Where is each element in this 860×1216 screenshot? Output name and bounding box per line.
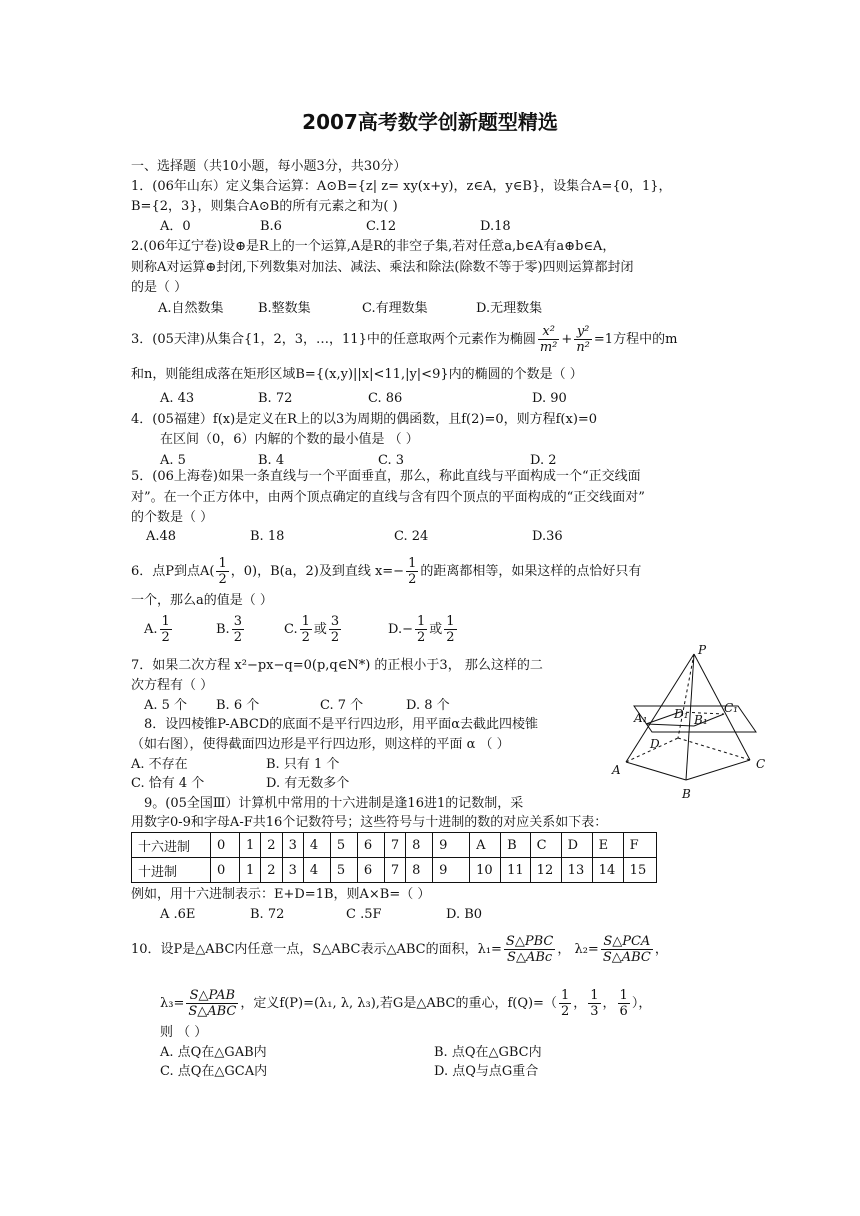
q9-stem-line3: 例如，用十六进制表示：E+D=1B，则A×B=（ ） xyxy=(131,887,431,902)
q7-option-b: B. 6 个 xyxy=(216,698,260,713)
q6-c1-den: 2 xyxy=(301,630,310,645)
q10-option-d: D. 点Q与点G重合 xyxy=(434,1064,539,1079)
q6-frac-den: 2 xyxy=(218,572,227,587)
label-b1: B₁ xyxy=(694,713,708,727)
table-cell: 1 xyxy=(240,833,261,858)
table-cell: 9 xyxy=(433,833,470,858)
table-cell: 12 xyxy=(530,858,561,883)
q6-a-den: 2 xyxy=(161,630,170,645)
q10-text-2: ，定义f(P)=(λ₁, λ, λ₃),若G是△ABC的重心，f(Q)=（ xyxy=(240,996,557,1011)
q1-option-c: C.12 xyxy=(366,219,397,234)
q9-option-b: B. 72 xyxy=(250,907,285,922)
q6-text-3: 的距离都相等，如果这样的点恰好只有 xyxy=(420,564,642,579)
q4-option-b: B. 4 xyxy=(258,453,285,468)
q10-stem-line3: 则 （ ） xyxy=(160,1025,208,1040)
q6-option-b-label: B. xyxy=(216,622,230,637)
table-row xyxy=(132,858,657,883)
q10-s-abc-1: S△ABc xyxy=(507,950,553,965)
table-cell: 6 xyxy=(357,833,384,858)
q6-option-d-frac1 xyxy=(415,614,427,645)
q1-stem-line1: 1．(06年山东）定义集合运算：A⊙B={z| z= xy(x+y)，z∈A，y∈B}，设集合A={0，1}， xyxy=(131,179,672,194)
q9-stem-line1: 9。(05全国Ⅲ）计算机中常用的十六进制是逢16进1的记数制，采 xyxy=(144,796,524,811)
q6-b-num: 3 xyxy=(233,614,242,629)
q1-option-d: D.18 xyxy=(480,219,511,234)
q3-option-b: B. 72 xyxy=(258,391,293,406)
table-cell: F xyxy=(623,833,656,858)
table-cell: 8 xyxy=(406,833,433,858)
q10-s-pbc: S△PBC xyxy=(505,934,554,949)
table-cell: 十六进制 xyxy=(132,833,211,858)
q3-fraction-x xyxy=(538,324,560,355)
q6-b-den: 2 xyxy=(233,630,242,645)
label-p: P xyxy=(698,643,707,657)
q10-s-pab: S△PAB xyxy=(186,988,238,1004)
q6-fraction-half-a xyxy=(216,556,228,587)
q3-option-c: C. 86 xyxy=(368,391,403,406)
q2-stem-line3: 的是（ ） xyxy=(131,280,188,295)
q6-c1-num: 1 xyxy=(301,614,310,629)
page-title: 2007高考数学创新题型精选 xyxy=(302,110,558,134)
label-a: A xyxy=(612,763,621,777)
q6-d1-den: 2 xyxy=(416,630,426,645)
q3-option-a: A. 43 xyxy=(160,391,195,406)
q3-x2: x² xyxy=(538,324,560,340)
q2-option-d: D.无理数集 xyxy=(476,301,543,316)
q10-fs-num: 1 xyxy=(619,988,628,1003)
q2-stem-line2: 则称A对运算⊕封闭,下列数集对加法、减法、乘法和除法(除数不等于零)四则运算都封闭 xyxy=(131,260,634,275)
table-cell: 3 xyxy=(282,858,303,883)
q6-d2-den: 2 xyxy=(446,630,455,645)
q10-frac-sixth xyxy=(618,988,630,1019)
table-cell: 8 xyxy=(406,858,433,883)
label-b: B xyxy=(682,787,691,801)
table-cell: 13 xyxy=(561,858,592,883)
table-cell: 5 xyxy=(330,858,357,883)
q10-s-pca: S△PCA xyxy=(601,934,653,950)
q6-stem-line2: 一个，那么a的值是（ ） xyxy=(131,593,273,608)
q9-option-c: C .5F xyxy=(346,907,382,922)
table-cell: 11 xyxy=(501,858,531,883)
q6-option-c-frac2 xyxy=(329,614,341,645)
q10-option-c: C. 点Q在△GCA内 xyxy=(160,1064,268,1079)
label-c1: C₁ xyxy=(724,701,738,715)
q10-ft-den: 3 xyxy=(590,1004,599,1019)
q10-text-1: 10．设P是△ABC内任意一点，S△ABC表示△ABC的面积，λ₁= xyxy=(131,942,502,957)
q10-text-3: ）， xyxy=(631,996,652,1011)
q9-option-d: D. B0 xyxy=(446,907,483,922)
q3-fraction-y xyxy=(574,324,592,355)
q9-option-a: A .6E xyxy=(160,907,196,922)
table-cell: 9 xyxy=(433,858,470,883)
label-a1: A₁ xyxy=(634,711,648,725)
table-cell: 0 xyxy=(211,833,240,858)
q10-lambda2-frac xyxy=(601,934,653,965)
table-cell: C xyxy=(530,833,561,858)
q3-stem-line2: 和n，则能组成落在矩形区域B={(x,y)||x|<11,|y|<9}内的椭圆的个数是（ ） xyxy=(131,367,583,382)
q3-plus: + xyxy=(561,332,573,347)
q3-option-d: D. 90 xyxy=(532,391,567,406)
hex-decimal-table xyxy=(131,832,657,883)
q5-option-c: C. 24 xyxy=(394,529,429,544)
q8-option-a: A. 不存在 xyxy=(131,757,188,772)
table-cell: 14 xyxy=(592,858,623,883)
q6-c2-den: 2 xyxy=(330,630,340,645)
q10-option-a: A. 点Q在△GAB内 xyxy=(160,1045,267,1060)
label-d: D xyxy=(650,737,660,751)
q8-stem-line1: 8．设四棱锥P-ABCD的底面不是平行四边形，用平面α去截此四棱锥 xyxy=(144,717,539,732)
q6-option-a xyxy=(144,614,174,645)
q4-stem-line1: 4．(05福建）f(x)是定义在R上的以3为周期的偶函数，且f(2)=0，则方程f(x)=0 xyxy=(131,412,598,427)
table-cell: 6 xyxy=(357,858,384,883)
q10-frac-third xyxy=(588,988,600,1019)
section-heading: 一、选择题（共10小题，每小题3分，共30分） xyxy=(131,159,407,174)
q8-stem-line2: （如右图），使得截面四边形是平行四边形，则这样的平面 α （ ） xyxy=(131,737,510,752)
q10-comma: ， xyxy=(654,942,668,957)
q6-option-c xyxy=(284,614,343,645)
table-cell: 3 xyxy=(282,833,303,858)
q2-option-a: A.自然数集 xyxy=(158,301,224,316)
table-cell: 4 xyxy=(303,858,330,883)
q6-fraction-half-line xyxy=(406,556,418,587)
q7-option-c: C. 7 个 xyxy=(320,698,364,713)
q2-option-b: B.整数集 xyxy=(258,301,311,316)
q2-stem-line1: 2.(06年辽宁卷)设⊕是R上的一个运算,A是R的非空子集,若对任意a,b∈A有a⊕b∈A， xyxy=(131,239,616,254)
q2-option-c: C.有理数集 xyxy=(362,301,428,316)
q6-d1-num: 1 xyxy=(416,614,426,629)
q10-stem-line1 xyxy=(131,934,668,965)
table-cell: 0 xyxy=(211,858,240,883)
q10-lambda3-label: λ₃= xyxy=(160,996,185,1011)
table-cell: A xyxy=(470,833,501,858)
table-cell: B xyxy=(501,833,531,858)
q10-stem-line2: λ₃= $\frac{\text{S△PAB}}{\text{S△ABC}}$ ，定义f(P)=(λ₁, λ, λ₃),若G是△ABC的重心，f(Q)=（ $\frac{1}{2}$ ， $\frac{1}{3}$ ， $\frac{1}{6}$ ）， xyxy=(160,988,652,1019)
table-cell: 7 xyxy=(384,858,405,883)
q5-option-d: D.36 xyxy=(532,529,563,544)
q7-stem-line2: 次方程有（ ） xyxy=(131,678,214,693)
q10-fs-den: 6 xyxy=(619,1004,628,1019)
q5-stem-line2: 对”。在一个正方体中，由两个顶点确定的直线与含有四个顶点的平面构成的“正交线面对” xyxy=(131,490,645,505)
q3-stem-tail: =1方程中的m xyxy=(593,332,678,347)
q1-option-b: B.6 xyxy=(260,219,282,234)
q10-ft-num: 1 xyxy=(590,988,599,1003)
q5-option-a: A.48 xyxy=(146,529,177,544)
table-cell: 4 xyxy=(303,833,330,858)
table-row xyxy=(132,833,657,858)
q6-option-a-frac xyxy=(160,614,172,645)
q6-option-d-frac2 xyxy=(444,614,456,645)
q6-d2-num: 1 xyxy=(446,614,455,629)
q10-fh-num: 1 xyxy=(560,988,570,1003)
table-cell: 2 xyxy=(261,833,282,858)
table-cell: 2 xyxy=(261,858,282,883)
table-cell: 7 xyxy=(384,833,405,858)
q5-option-b: B. 18 xyxy=(250,529,285,544)
q6-stem-line1 xyxy=(131,556,641,587)
q5-stem-line3: 的个数是（ ） xyxy=(131,510,214,525)
q6-text-1: 6．点P到点A( xyxy=(131,564,215,579)
q8-option-d: D. 有无数多个 xyxy=(266,776,350,791)
q7-option-a: A. 5 个 xyxy=(144,698,188,713)
q6-option-c-label: C. xyxy=(284,622,298,637)
table-cell: D xyxy=(561,833,592,858)
q8-option-b: B. 只有 1 个 xyxy=(266,757,340,772)
q4-option-c: C. 3 xyxy=(378,453,405,468)
q6-frac-num-2: 1 xyxy=(408,556,417,571)
q4-stem-line2: 在区间（0，6）内解的个数的最小值是 （ ） xyxy=(160,432,419,447)
table-cell: 十进制 xyxy=(132,858,211,883)
q8-option-c: C. 恰有 4 个 xyxy=(131,776,205,791)
q3-y2: y² xyxy=(574,324,592,340)
q10-s-abc-3: S△ABC xyxy=(188,1004,237,1019)
q5-stem-line1: 5．(06上海卷)如果一条直线与一个平面垂直，那么，称此直线与平面构成一个“正交线面 xyxy=(131,469,641,484)
table-cell: 5 xyxy=(330,833,357,858)
q10-s-abc-2: S△ABC xyxy=(602,950,651,965)
q6-option-b-frac xyxy=(232,614,244,645)
table-cell: 15 xyxy=(623,858,656,883)
q6-option-c-frac1 xyxy=(300,614,312,645)
q6-text-2: ，0)，B(a，2)及到直线 x=− xyxy=(230,564,405,579)
label-d1: D₁ xyxy=(674,707,689,721)
q1-stem-line2: B={2，3}，则集合A⊙B的所有元素之和为( ) xyxy=(131,199,398,214)
q10-lambda3-frac xyxy=(186,988,238,1019)
q6-frac-num: 1 xyxy=(218,556,227,571)
q6-option-a-label: A. xyxy=(144,622,158,637)
q10-option-b: B. 点Q在△GBC内 xyxy=(434,1045,542,1060)
q3-m2: m² xyxy=(539,340,558,355)
q6-option-d-or: 或 xyxy=(429,622,443,637)
q6-option-d-label: D.− xyxy=(388,622,413,637)
table-cell: 1 xyxy=(240,858,261,883)
table-cell: E xyxy=(592,833,623,858)
q6-option-c-or: 或 xyxy=(313,622,327,637)
q10-lambda1-frac xyxy=(504,934,555,965)
pyramid-figure xyxy=(606,642,776,806)
q1-option-a: A．0 xyxy=(160,219,191,234)
q10-frac-half xyxy=(559,988,571,1019)
q4-option-d: D. 2 xyxy=(530,453,557,468)
q3-n2: n² xyxy=(576,340,590,355)
q7-stem-line1: 7．如果二次方程 x²−px−q=0(p,q∈N*) 的正根小于3， 那么这样的二 xyxy=(131,658,543,673)
q6-a-num: 1 xyxy=(161,614,170,629)
q6-option-d xyxy=(388,614,459,645)
table-cell: 10 xyxy=(470,858,501,883)
q3-stem-text: 3．(05天津)从集合{1，2，3，…，11}中的任意取两个元素作为椭圆 xyxy=(131,332,536,347)
q3-stem-line1 xyxy=(131,324,677,355)
q10-fh-den: 2 xyxy=(560,1004,570,1019)
q7-option-d: D. 8 个 xyxy=(406,698,450,713)
q4-option-a: A. 5 xyxy=(160,453,186,468)
label-c: C xyxy=(756,757,766,771)
q6-frac-den-2: 2 xyxy=(408,572,417,587)
q9-stem-line2: 用数字0-9和字母A-F共16个记数符号；这些符号与十进制的数的对应关系如下表： xyxy=(131,815,608,830)
q6-c2-num: 3 xyxy=(330,614,340,629)
q10-text-mid: ， λ₂= xyxy=(557,942,599,957)
q6-option-b xyxy=(216,614,246,645)
